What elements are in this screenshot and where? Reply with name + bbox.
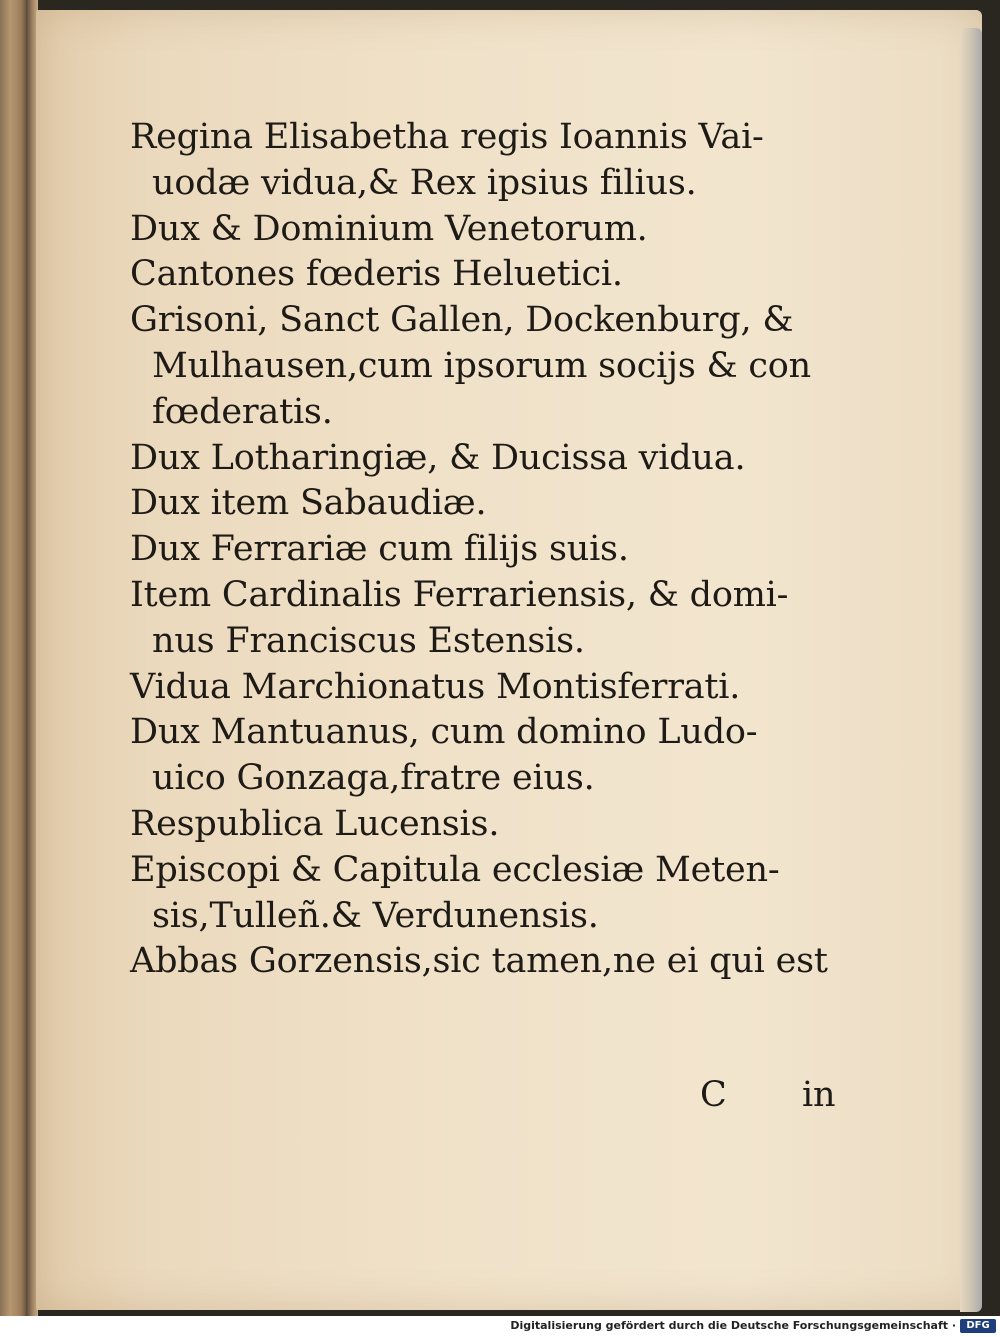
text-line: Dux Lotharingiæ, & Ducissa vidua. — [130, 437, 746, 478]
text-line: Vidua Marchionatus Montisferrati. — [130, 666, 741, 707]
text-line: Dux Mantuanus, cum domino Ludo- — [130, 712, 758, 753]
text-line: Dux item Sabaudiæ. — [130, 483, 487, 524]
dfg-logo-icon: DFG — [960, 1319, 996, 1333]
book-page — [36, 10, 982, 1310]
text-line: uico Gonzaga,fratre eius. — [152, 758, 595, 799]
text-line: nus Franciscus Estensis. — [152, 620, 585, 661]
previous-page-edge — [0, 0, 26, 1316]
text-line: sis,Tulleñ.& Verdunensis. — [152, 895, 599, 936]
text-line: Respublica Lucensis. — [130, 803, 500, 844]
text-line: Mulhausen,cum ipsorum socijs & con — [152, 345, 812, 386]
page-fore-edge — [960, 28, 982, 1312]
text-line: Item Cardinalis Ferrariensis, & domi- — [130, 574, 789, 615]
text-line: Abbas Gorzensis,sic tamen,ne ei qui est — [130, 941, 828, 982]
text-line: Regina Elisabetha regis Ioannis Vai- — [130, 117, 764, 157]
text-line: fœderatis. — [152, 391, 333, 432]
printed-text-block — [130, 115, 836, 1115]
signature-mark: C — [700, 1075, 727, 1115]
text-line: Dux & Dominium Venetorum. — [130, 208, 648, 249]
text-line: Cantones fœderis Heluetici. — [130, 254, 623, 295]
text-line: Grisoni, Sanct Gallen, Dockenburg, & — [130, 300, 794, 341]
catchword: in — [802, 1075, 836, 1115]
catchline — [130, 1073, 836, 1119]
digitization-footer — [0, 1316, 1000, 1337]
text-line: uodæ vidua,& Rex ipsius filius. — [152, 162, 697, 203]
text-line: Dux Ferrariæ cum filijs suis. — [130, 529, 629, 570]
funding-credit: Digitalisierung gefördert durch die Deutsche Forschungsgemeinschaft · — [510, 1319, 956, 1332]
text-line: Episcopi & Capitula ecclesiæ Meten- — [130, 849, 780, 890]
